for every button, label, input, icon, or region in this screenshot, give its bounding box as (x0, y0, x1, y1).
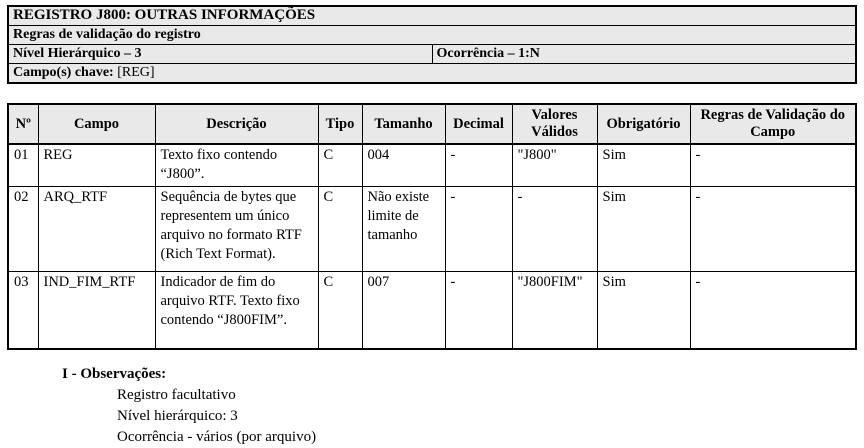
hierarchy-occurrence-row (8, 45, 856, 64)
cell-descricao: Texto fixo contendo “J800”. (155, 144, 318, 187)
cell-campo: REG (38, 144, 155, 187)
cell-numero: 02 (8, 187, 38, 272)
header-valores-validos: Valores Válidos (512, 104, 597, 144)
cell-tipo: C (318, 144, 362, 187)
cell-tamanho (362, 187, 445, 272)
cell-valores-validos: "J800" (512, 144, 597, 187)
key-fields-value: [REG] (117, 65, 155, 80)
header-numero: Nº (8, 104, 38, 144)
fields-table-header-row (8, 104, 856, 144)
occurrence: Ocorrência – 1:N (432, 45, 856, 64)
cell-valores-validos: "J800FIM" (512, 272, 597, 349)
validation-rules-label: Regras de validação do registro (8, 26, 856, 45)
fields-table (7, 103, 857, 350)
observations-heading: I - Observações: (62, 365, 167, 382)
header-tamanho: Tamanho (362, 104, 445, 144)
cell-decimal: - (445, 144, 512, 187)
cell-obrigatorio: Sim (597, 272, 690, 349)
table-row-ind-fim-rtf (8, 272, 856, 349)
register-info-table (7, 5, 857, 84)
header-campo: Campo (38, 104, 155, 144)
header-regras-validacao: Regras de Validação do Campo (690, 104, 856, 144)
register-title: REGISTRO J800: OUTRAS INFORMAÇÕES (8, 6, 856, 26)
cell-numero: 01 (8, 144, 38, 187)
cell-valores-validos: - (512, 187, 597, 272)
cell-descricao: Indicador de fim do arquivo RTF. Texto fixo contendo “J800FIM”. (155, 272, 318, 349)
observation-item: Nível hierárquico: 3 (117, 407, 238, 424)
cell-regras-validacao: - (690, 187, 856, 272)
key-fields (8, 64, 856, 84)
cell-tipo: C (318, 272, 362, 349)
key-fields-row (8, 64, 856, 84)
cell-campo: IND_FIM_RTF (38, 272, 155, 349)
cell-tamanho: 004 (362, 144, 445, 187)
header-tipo: Tipo (318, 104, 362, 144)
header-decimal: Decimal (445, 104, 512, 144)
observations-section (62, 364, 857, 448)
cell-obrigatorio: Sim (597, 144, 690, 187)
hierarchy-level: Nível Hierárquico – 3 (8, 45, 432, 64)
table-row-reg (8, 144, 856, 187)
cell-descricao: Sequência de bytes que representem um único arquivo no formato RTF (Rich Text Format). (155, 187, 318, 272)
cell-tamanho-text: Não existe limite de tamanho (367, 189, 430, 243)
cell-regras-validacao: - (690, 272, 856, 349)
cell-tipo: C (318, 187, 362, 272)
register-title-row (8, 6, 856, 26)
cell-decimal: - (445, 187, 512, 272)
validation-rules-row (8, 26, 856, 45)
observation-item: Registro facultativo (117, 386, 236, 403)
cell-obrigatorio: Sim (597, 187, 690, 272)
cell-campo: ARQ_RTF (38, 187, 155, 272)
cell-numero: 03 (8, 272, 38, 349)
cell-regras-validacao: - (690, 144, 856, 187)
table-row-arq-rtf (8, 187, 856, 272)
header-descricao: Descrição (155, 104, 318, 144)
cell-decimal: - (445, 272, 512, 349)
cell-tamanho: 007 (362, 272, 445, 349)
observation-item: Ocorrência - vários (por arquivo) (117, 428, 317, 445)
header-obrigatorio: Obrigatório (597, 104, 690, 144)
key-fields-label: Campo(s) chave: (13, 65, 114, 80)
